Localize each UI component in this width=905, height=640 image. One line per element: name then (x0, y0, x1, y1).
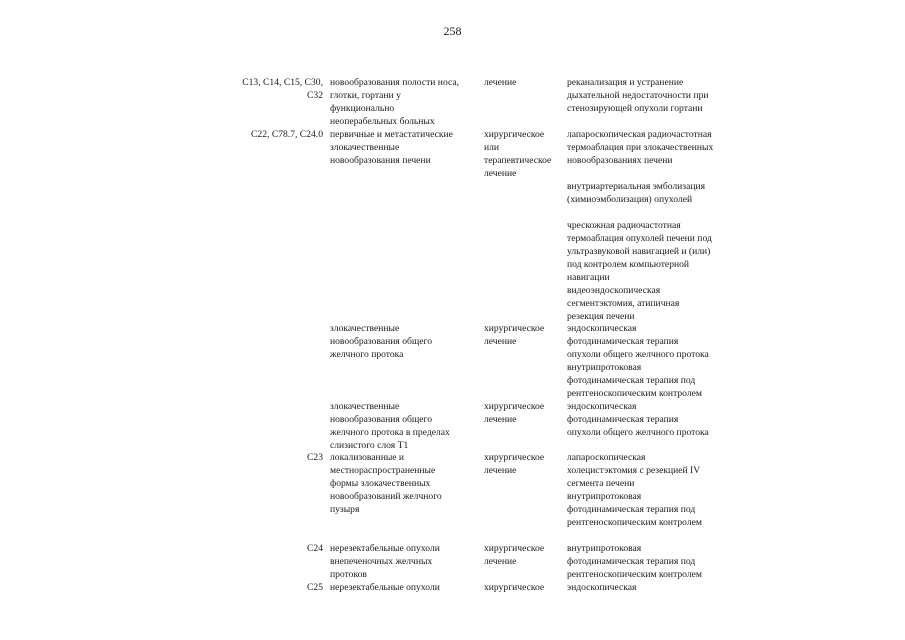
row-treatment: хирургическое лечение (484, 452, 545, 476)
row-method: внутрипротоковая фотодинамическая терапия под рентгеноскопическим контролем (567, 362, 702, 399)
row-code: C25 (307, 582, 323, 593)
row-treatment: хирургическое лечение (484, 323, 545, 347)
row-code: C13, C14, C15, C30, C32 (242, 77, 323, 101)
row-method: реканализация и устранение дыхательной недостаточности при стенозирующей опухоли гортани (567, 77, 709, 114)
row-code: C23 (307, 452, 323, 463)
row-code: C22, C78.7, C24.0 (251, 129, 323, 140)
row-method: эндоскопическая (567, 582, 637, 593)
row-method: видеоэндоскопическая сегментэктомия, атипичная резекция печени (567, 285, 680, 322)
row-method: эндоскопическая фотодинамическая терапия опухоли общего желчного протока (567, 401, 709, 438)
row-diagnosis: злокачественные новообразования общего желчного протока (330, 323, 433, 360)
page-number: 258 (443, 24, 462, 38)
row-method: внутрипротоковая фотодинамическая терапия под рентгеноскопическим контролем (567, 491, 702, 528)
row-method: чрескожная радиочастотная термоаблация опухолей печени под ультразвуковой навигацией и (или) под контролем компьютерной навигации (567, 220, 712, 283)
row-method: эндоскопическая фотодинамическая терапия опухоли общего желчного протока (567, 323, 709, 360)
row-treatment: хирургическое лечение (484, 543, 545, 567)
row-method: внутриартериальная эмболизация (химиоэмболизация) опухолей (567, 181, 706, 205)
row-method: лапароскопическая радиочастотная термоаблация при злокачественных новообразованиях печени (567, 129, 714, 166)
row-diagnosis: первичные и метастатические злокачественные новообразования печени (330, 129, 453, 166)
row-diagnosis: нерезектабельные опухоли внепеченочных желчных протоков (330, 543, 440, 580)
row-method: лапароскопическая холецистэктомия с резекцией IV сегмента печени (567, 452, 701, 489)
row-diagnosis: локализованные и местнораспространенные формы злокачественных новообразований желчного пузыря (330, 452, 442, 515)
row-treatment: хирургическое или терапевтическое лечение (484, 129, 552, 179)
row-treatment: лечение (484, 77, 517, 88)
row-code: C24 (307, 543, 323, 554)
row-treatment: хирургическое лечение (484, 401, 545, 425)
row-diagnosis: нерезектабельные опухоли (330, 582, 440, 593)
row-method: внутрипротоковая фотодинамическая терапия под рентгеноскопическим контролем (567, 543, 702, 580)
row-diagnosis: новообразования полости носа, глотки, гортани у функционально неоперабельных больных (330, 77, 460, 127)
row-diagnosis: злокачественные новообразования общего желчного протока в пределах слизистого слоя T1 (330, 401, 450, 451)
row-treatment: хирургическое (484, 582, 545, 593)
